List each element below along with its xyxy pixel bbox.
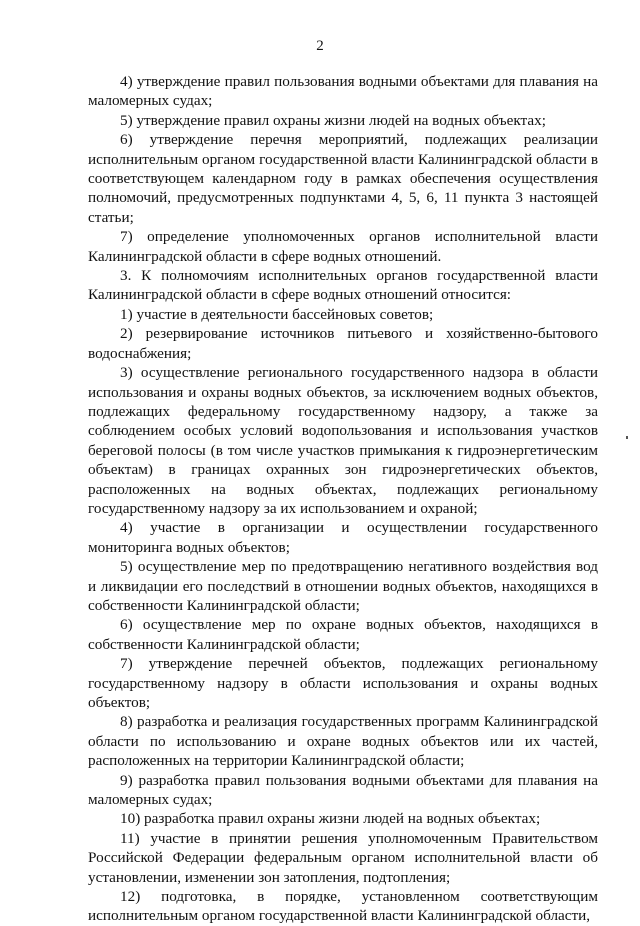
paragraph-subitem-4: 4) участие в организации и осуществлении государственного мониторинга водных объектов; — [88, 519, 598, 556]
document-body — [88, 72, 598, 926]
paragraph-subitem-12: 12) подготовка, в порядке, установленном соответствующим исполнительным органом государственной власти Калининградской области, — [88, 888, 598, 925]
page-number: 2 — [316, 38, 324, 54]
paragraph-subitem-3: 3) осуществление регионального государственного надзора в области использования и охраны водных объектов, за исключением водных объектов, подлежащих федеральному государственному надзору, а также за соблюдением особых условий водопользования и использования участков береговой полосы (в том числе участков примыкания к гидроэнергетическим объектам) в границах охранных зон гидроэнергетических объектов, расположенных на водных объектах, подлежащих региональному государственному надзору за их использованием и охраной; — [88, 364, 598, 517]
paragraph-subitem-9: 9) разработка правил пользования водными объектами для плавания на маломерных судах; — [88, 771, 598, 809]
paragraph-subitem-11: 11) участие в принятии решения уполномоченным Правительством Российской Федерации федеральным органом исполнительной власти об установлении, изменении зон затопления, подтопления; — [88, 829, 598, 886]
paragraph-subitem-6: 6) осуществление мер по охране водных объектов, находящихся в собственности Калининградской области; — [88, 616, 598, 653]
paragraph-subitem-10: 10) разработка правил охраны жизни людей на водных объектах; — [120, 810, 541, 828]
paragraph-item-5: 5) утверждение правил охраны жизни людей на водных объектах; — [120, 111, 546, 129]
paragraph-item-4: 4) утверждение правил пользования водными объектами для плавания на маломерных судах; — [88, 73, 598, 110]
scan-speck — [626, 436, 628, 439]
paragraph-subitem-7: 7) утверждение перечней объектов, подлежащих региональному государственному надзору в области использования и охраны водных объектов; — [88, 655, 598, 711]
paragraph-subitem-8: 8) разработка и реализация государственных программ Калининградской области по использованию и охране водных объектов или их частей, расположенных на территории Калининградской области; — [88, 713, 598, 770]
paragraph-subitem-5: 5) осуществление мер по предотвращению негативного воздействия вод и ликвидации его последствий в отношении водных объектов, находящихся в собственности Калининградской области; — [88, 558, 598, 614]
paragraph-item-6: 6) утверждение перечня мероприятий, подлежащих реализации исполнительным органом государственной власти Калининградской области в соответствующем календарном году в рамках обеспечения осуществления полномочий, предусмотренных подпунктами 4, 5, 6, 11 пункта 3 настоящей статьи; — [88, 131, 598, 226]
paragraph-item-7: 7) определение уполномоченных органов исполнительной власти Калининградской области в сфере водных отношений. — [88, 228, 598, 265]
paragraph-section-3: 3. К полномочиям исполнительных органов государственной власти Калининградской области в сфере водных отношений относится: — [88, 267, 598, 304]
paragraph-subitem-1: 1) участие в деятельности бассейновых советов; — [120, 305, 434, 323]
paragraph-subitem-2: 2) резервирование источников питьевого и хозяйственно-бытового водоснабжения; — [88, 325, 598, 362]
